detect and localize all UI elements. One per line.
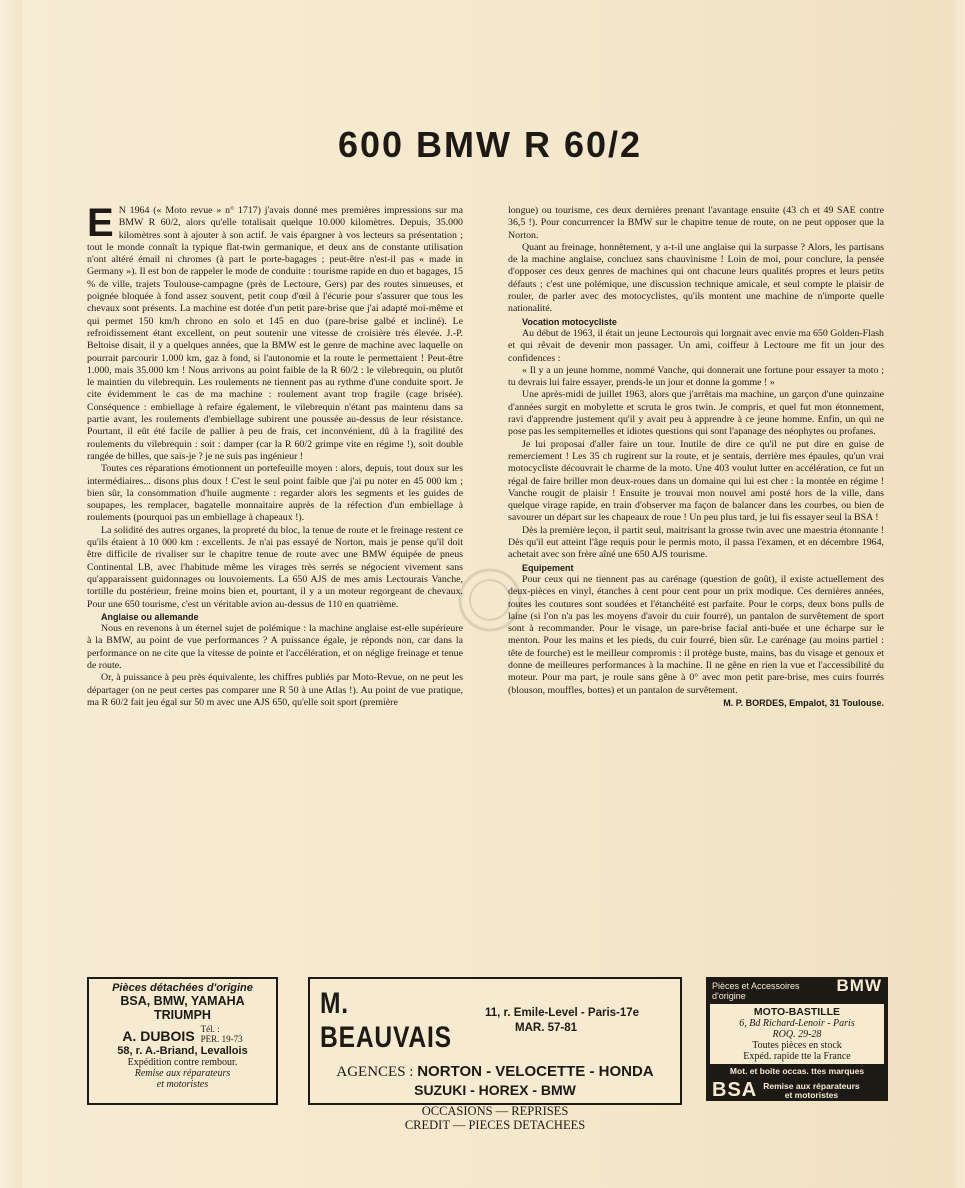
ad-beauvais-address: 11, r. Emile-Level - Paris-17e	[485, 1007, 640, 1019]
section-heading: Vocation motocycliste	[522, 316, 617, 327]
paragraph: E N 1964 (« Moto revue » n° 1717) j'avais donné mes premières impressions sur ma BMW R 60/2, alors qu'elle totalisait quelque 10.000 kilomètres. Depuis, 35.000 kilomètres sont à ajouter à son actif. Je vais épargner à vos lecteurs sa présentation ; tout le monde connaît la typique flat-twin germanique, et deux ans de constante utilisation n'ont altéré émail ni chromes (à part le porte-bagages ; peut-être n'est-il pas « made in Germany »). Il est bon de rappeler le mode de conduite : tourisme rapide en duo et bagages, 15 % de ville, trajets Toulouse-campagne (près de Lectoure, Gers) par des routes sinueuses, et poignée bloquée à fond assez souvent, petit coup d'œil à l'écurie pour s'assurer que tous les chevaux sont présents. La machine est dotée d'un petit pare-brise que j'ai adapté moi-même et qui permet 150 km/h chrono en solo et 145 en duo (pare-brise galbé et incliné). Le refroidissement étant excellent, on peut soutenir une vitesse de croisière très élevée. J.-P. Beltoise disait, il y a quelques années, que la BMW est le genre de machine avec laquelle on pourrait parcourir 1.000 km, gaz à fond, si l'autonomie et la route le permettaient ! Peut-être 1.000, mais 35.000 km ! Nous arrivons au point faible de la R 60/2 : le vilebrequin, ou plutôt le maintien du vilebrequin. Les roulements ne tiennent pas au rythme d'une conduite sport. Je cite évidemment le cas de ma machine : roulement avant trop fragile (cage brisée). Conséquence : embiellage à refaire également, le vilebrequin n'étant pas maintenu dans sa partie avant, les roulements d'embiellage subirent une poussée au-dessus de leur résistance. Pourtant, il eût été facile de pallier à peu de frais, cet inconvénient, dû à la fragilité des roulements du vilebrequin : soit : damper (car la R 60/2 grimpe vite en régime !), soit double rangée de billes, que sais-je ? je ne suis pas ingénieur !	[87, 201, 463, 462]
paragraph: Or, à puissance à peu près équivalente, les chiffres publiés par Moto-Revue, on ne peut les départager (on ne peut certes pas comparer une R 50 à une Atlas !). Au point de vue pratique, ma R 60/2 fait jeu égal sur 50 m avec une AJS 650, qu'elle soit sport (première	[87, 672, 463, 708]
ad-dubois-remise: Remise aux réparateurs	[134, 1068, 231, 1079]
paragraph: Je lui proposai d'aller faire un tour. Inutile de dire ce qu'il ne put dire en guise de remerciement ! Les 35 ch rugirent sur la route, et je sentais, derrière mes épaules, qu'un vrai motocycliste découvrait le charme de la moto. Une 403 voulut lutter en accélération, ce fut un régal de faire briller mon deux-roues dans un domaine qui lui est cher : la montée en régime ! Vanche rougit de plaisir ! Ensuite je trouvai mon nouvel ami posté hors de la ville, dans quelque virage rapide, en train d'observer ma façon de balancer dans les courbes, ou bien de savourer un départ sur les chapeaux de roue ! Un peu plus tard, je lui fis essayer seul la BSA !	[508, 438, 884, 524]
ad-dubois-tel: Tél. : PER. 19-73	[200, 1024, 243, 1044]
ad-beauvais-occasions: OCCASIONS — REPRISES	[421, 1104, 569, 1118]
ad-moto-bastille-remise: Remise aux réparateurs et motoristes	[763, 1080, 860, 1100]
paragraph: Quant au freinage, honnêtement, y a-t-il une anglaise qui la surpasse ? Alors, les partisans de la machine anglaise, concluez sans chauvinisme ! Loin de moi, pour conclure, la pensée d'opposer ces deux genres de machines qui ont chacune leurs qualités propres et leurs petits défauts ; c'est une polémique, une discussion technique amicale, et seul compte le plaisir de rouler, de parler avec des motocyclistes, qu'ils montent une machine de n'importe quelle nationalité.	[508, 241, 884, 315]
paragraph: Une après-midi de juillet 1963, alors que j'arrêtais ma machine, un garçon d'une quinzaine d'années surgit en mobylette et scruta le gros twin. Je compris, et quel fut mon étonnement, ravi d'apprendre justement qu'il y avait peu à apprendre à ce jeune homme. Enfin, un qui ne pose pas les sempiternelles et idiotes questions qui sont l'apanage des néophytes ou profanes.	[508, 389, 884, 438]
paragraph: Dès la première leçon, il partit seul, maitrisant la grosse twin avec une maestria étonnante ! Dès qu'il eut atteint l'âge requis pour le permis moto, il passa l'examen, et en décembre 1964, achetait avec son frère aîné une 650 AJS tourisme.	[508, 524, 884, 561]
paragraph: Nous en revenons à un éternel sujet de polémique : la machine anglaise est-elle supérieure à la BMW, au point de vue performances ? A puissance égale, je réponds non, car dans la performance on ne cite que la vitesse de pointe et l'accélération, et on néglige freinage et tenue de route.	[87, 623, 463, 671]
ad-dubois-shipping: Expédition contre rembour.	[127, 1057, 238, 1068]
ad-moto-bastille-shipping: Expéd. rapide tte la France	[743, 1051, 851, 1062]
paragraph: La solidité des autres organes, la propreté du bloc, la tenue de route et le freinage restent ce qu'ils étaient à 10 000 km : excellents. Je n'ai pas essayé de Norton, mais je pense qu'il doit être difficile de rivaliser sur le chapitre tenue de route avec une BMW équipée de pneus Continental LB, avec l'habitude même les virages très serrés se négocient vivement sans qu'apparaissent guidonnages ou louvoiements. La 650 AJS de mes amis Lectourais Vanche, tortille du postérieur, freine moins bien et, pourtant, il y a un moteur regorgeant de chevaux. Pour une 650 tourisme, c'est un véritable avion au-dessus de 110 en quatrième.	[87, 524, 463, 610]
ad-moto-bastille	[706, 977, 888, 1101]
ad-dubois	[87, 977, 278, 1105]
ad-beauvais-brands: SUZUKI - HOREX - BMW	[414, 1082, 576, 1098]
ad-beauvais-credit: CREDIT — PIECES DETACHEES	[404, 1118, 586, 1132]
ad-moto-bastille-address: 6, Bd Richard-Lenoir - Paris	[739, 1018, 855, 1029]
section-heading: Anglaise ou allemande	[101, 611, 199, 622]
page-edge-right	[951, 0, 965, 1188]
ad-moto-bastille-occas: Mot. et boite occas. ttes marques	[729, 1066, 865, 1076]
left-column	[87, 201, 463, 709]
paragraph: Pour ceux qui ne tiennent pas au carénage (question de goût), il existe actuellement des deux-pièces en vinyl, étanches à cent pour cent pour un prix modique. Ces dernières années, toutes les coutures sont soudées et l'étanchéité est parfaite. Pour le corps, deux bons pulls de laine (si l'on n'a pas les moyens d'avoir du cuir fourré), un pantalon de survêtement de sport sont à recommander. Pour le visage, un pare-brise facial anti-buée et une écharpe sur le menton. Pour les mains et les pieds, du cuir fourré, bien sûr. Le carénage (au moins partiel : tête de fourche) est le meilleur compromis : il protège buste, mains, bas du visage et genoux et donne de meilleures performances à la machine. Il ne gêne en rien la vue et l'accessibilité du moteur. Pour ma part, je roule sans gêne à 0° avec mon petit pare-brise, mes cuirs fourrés (blouson, mouffles, bottes) et un pantalon de survêtement.	[508, 573, 884, 696]
article-title: 600 BMW R 60/2	[337, 124, 643, 165]
ad-dubois-remise2: et motoristes	[156, 1079, 209, 1090]
ad-moto-bastille-top: Pièces et Accessoires d'origine BMW	[712, 976, 882, 1001]
ad-moto-bastille-inner	[710, 1004, 884, 1064]
ad-moto-bastille-name: MOTO-BASTILLE	[753, 1006, 841, 1018]
ad-dubois-brands: BSA, BMW, YAMAHA	[120, 994, 245, 1008]
right-column	[508, 205, 884, 709]
ad-beauvais-tel: MAR. 57-81	[515, 1022, 577, 1034]
ad-moto-bastille-box	[706, 977, 888, 1101]
page-edge-left	[0, 0, 22, 1188]
ad-dubois-name-row	[89, 1024, 276, 1044]
ad-beauvais-name: M. BEAUVAIS	[320, 987, 452, 1054]
ad-dubois-name: A. DUBOIS	[122, 1028, 195, 1044]
ad-dubois-address: 58, r. A.-Briand, Levallois	[117, 1045, 248, 1057]
bsa-logo-text: BSA	[712, 1079, 758, 1101]
bmw-logo-text: BMW	[836, 976, 882, 995]
ad-beauvais-contact	[485, 1006, 639, 1036]
author-signature: M. P. BORDES, Empalot, 31 Toulouse.	[723, 697, 884, 708]
ad-beauvais-agencies: AGENCES : NORTON - VELOCETTE - HONDA	[336, 1063, 654, 1080]
ad-dubois-line1: Pièces détachées d'origine	[112, 982, 253, 994]
paragraph: « Il y a un jeune homme, nommé Vanche, qui donnerait une fortune pour essayer ta moto ; tu devrais lui faire essayer, prends-le un jour et donne la gomme ! »	[508, 364, 884, 389]
ad-moto-bastille-tel: ROQ. 29-28	[772, 1029, 822, 1040]
paragraph: longue) ou tourisme, ces deux dernières prenant l'avantage ensuite (43 ch et 49 SAE contre 36,5 !). Pour concurrencer la BMW sur le chapitre tenue de route, on ne peut opposer que la Norton.	[508, 205, 884, 241]
ad-moto-bastille-bottom	[712, 1079, 882, 1102]
drop-cap: E	[87, 201, 114, 245]
ad-beauvais	[308, 977, 682, 1132]
paragraph: Toutes ces réparations émotionnent un portefeuille moyen : alors, depuis, tout doux sur les intermédiaires... disons plus doux ! C'est le seul point faible que j'ai pu noter en 45 000 km ; bien sûr, la consommation d'huile augmente : regarder alors les segments et les guides de soupapes, les remplacer, bagatelle monnaitaire auprès de la réfection d'un embiellage à roulements (pourquoi pas un embiellage à chapeaux !).	[87, 463, 463, 524]
section-heading: Equipement	[522, 562, 574, 573]
ad-beauvais-header	[320, 987, 680, 1055]
ad-dubois-brands2: TRIUMPH	[154, 1008, 211, 1022]
ad-moto-bastille-stock: Toutes pièces en stock	[752, 1040, 842, 1051]
paragraph: Au début de 1963, il était un jeune Lectourois qui lorgnait avec envie ma 650 Golden-Flash et qui rêvait de devenir mon passager. Un ami, coiffeur à Lectoure me fit un jour des confidences :	[508, 327, 884, 364]
